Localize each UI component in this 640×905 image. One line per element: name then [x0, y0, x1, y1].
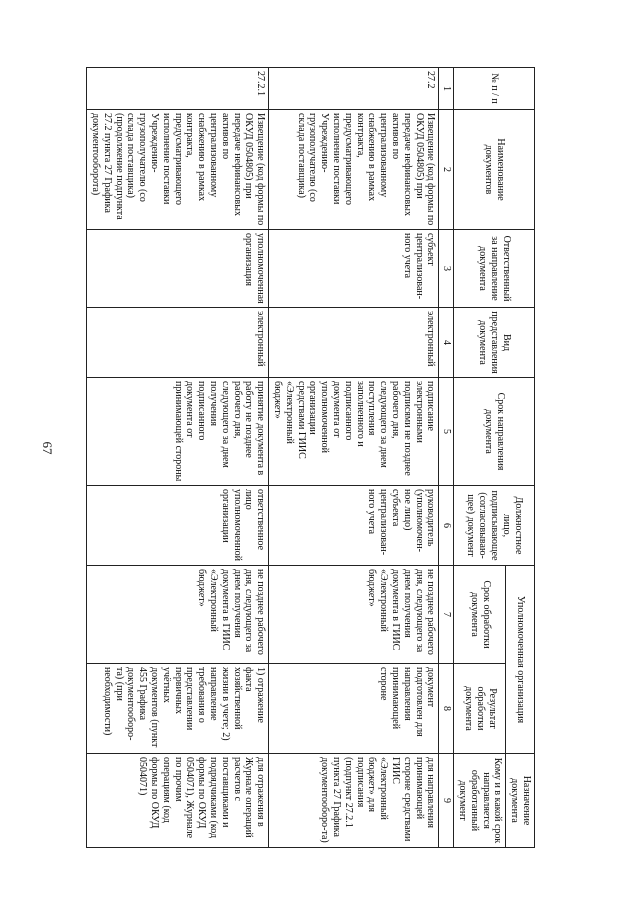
table-row [87, 68, 269, 848]
col-number: 4 [439, 308, 454, 378]
header-responsible: Ответственный за направление документа [454, 230, 535, 308]
col-number: 8 [439, 664, 454, 754]
header-proc-result: Результат обработки документа [454, 664, 506, 754]
purpose: для отражения в Журнале операций расчетов с поставщиками и подрядчиками (код формы по ОКУД 0504071), Журнале по прочим операциям (код формы по ОКУД 0504071) [87, 754, 269, 848]
header-proc-deadline: Срок обработки документа [454, 566, 506, 664]
col-number: 6 [439, 486, 454, 566]
document-flow-table [86, 67, 535, 848]
responsible: уполномоченная организация [87, 230, 269, 308]
row-number: 27.2 [269, 68, 439, 110]
table-row [269, 68, 439, 848]
document-form: электронный [269, 308, 439, 378]
col-number: 3 [439, 230, 454, 308]
document-name: Извещение (код формы по ОКУД 0504805) при передаче нефинансовых активов по централизованному снабжению в рамках контракта, предусматривающего исполнение поставки Учреждению-грузополучателю (со склада поставщика) [269, 110, 439, 230]
col-number: 5 [439, 378, 454, 486]
col-number: 9 [439, 754, 454, 848]
col-number: 2 [439, 110, 454, 230]
col-number: 1 [439, 68, 454, 110]
header-group-purpose: Назначение документа [506, 754, 535, 848]
processing-result: документ подготовлен для направления принимающей стороне [269, 664, 439, 754]
responsible: субъект централизован-ного учета [269, 230, 439, 308]
purpose: для направления принимающей стороне средствами ГИИС «Электронный бюджет» для подписания (подпункт 27.2.1 пункта 27 Графика документооборо-та) [269, 754, 439, 848]
processing-result: 1) отражение факта хозяйственной жизни в учете; 2) направление требования о представлении первичных учётных документов (пункт 455 Графика документооборо-та) (при необходимости) [87, 664, 269, 754]
deadline: принятие документа в работу не позднее рабочего дня, следующего за днем получения подписанного документа от принимающей стороны [87, 378, 269, 486]
document-sheet [90, 67, 535, 847]
processing-deadline: не позднее рабочего дня, следующего за днем получения документа в ГИИС «Электронный бюджет» [87, 566, 269, 664]
row-number: 27.2.1 [87, 68, 269, 110]
header-no: № п / п [454, 68, 535, 110]
document-form: электронный [87, 308, 269, 378]
header-deadline: Срок направления документа [454, 378, 535, 486]
processing-deadline: не позднее рабочего дня, следующего за днем получения документа в ГИИС «Электронный бюджет» [269, 566, 439, 664]
page-number: 67 [40, 441, 55, 455]
deadline: подписание электронными подписями не позднее рабочего дня, следующего за днем поступления заполненного и подписанного документа от уполномоченной организации средствами ГИИС «Электронный бюджет» [269, 378, 439, 486]
col-number: 7 [439, 566, 454, 664]
document-name: Извещение (код формы по ОКУД 0504805) при передаче нефинансовых активов по централизованному снабжению в рамках контракта, предусматривающего исполнение поставки Учреждению-грузополучателю (со склада поставщика) (продолжение подпункта 27.2 пункта 27 Графика документооборота) [87, 110, 269, 230]
header-purpose: Кому и в какой срок направляется обработанный документ [454, 754, 506, 848]
header-row-1 [506, 68, 535, 848]
header-official: Должностное лицо, подписывающее (согласовываю-щее) документ [454, 486, 535, 566]
column-number-row [439, 68, 454, 848]
header-form: Вид представления документа [454, 308, 535, 378]
header-group-org: Уполномоченная организация [506, 566, 535, 754]
official: руководитель (уполномочен-ное лицо) субъекта централизован-ного учета [269, 486, 439, 566]
header-name: Наименование документов [454, 110, 535, 230]
official: ответственное лицо уполномоченной организации [87, 486, 269, 566]
